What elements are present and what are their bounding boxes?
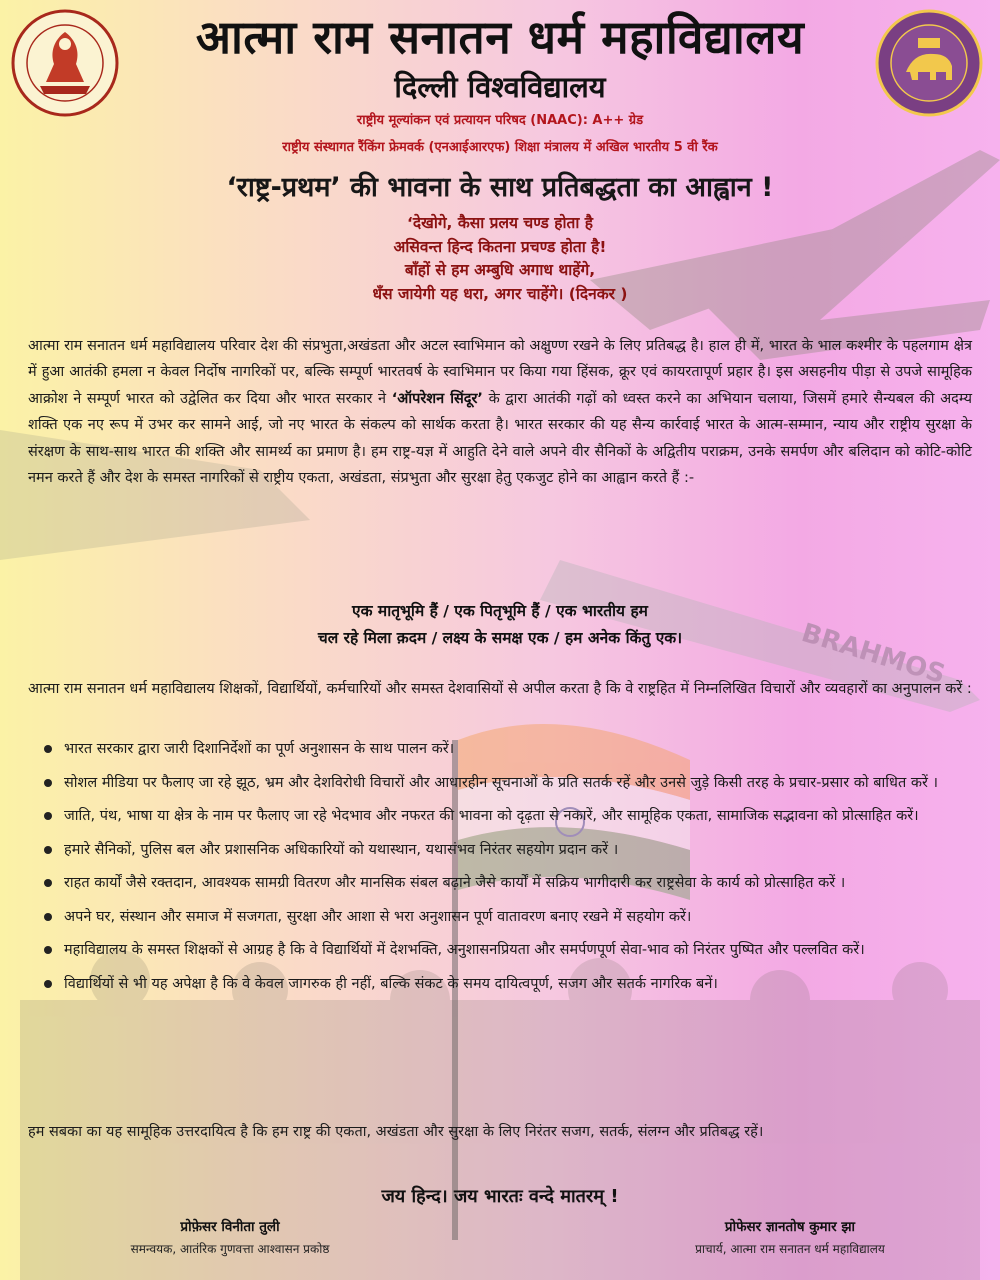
guideline-text: हमारे सैनिकों, पुलिस बल और प्रशासनिक अधिकारियों को यथास्थान, यथासंभव निरंतर सहयोग प्रदान करें । [64, 841, 619, 858]
nirf-rank: राष्ट्रीय संस्थागत रैंकिंग फ्रेमवर्क (एनआईआरएफ) शिक्षा मंत्रालय में अखिल भारतीय 5 वी रैंक [282, 140, 718, 155]
guideline-item [38, 904, 968, 930]
guideline-item [38, 736, 968, 762]
guideline-text: सोशल मीडिया पर फैलाए जा रहे झूठ, भ्रम और देशविरोधी विचारों और आधारहीन सूचनाओं के प्रति सतर्क रहें और उनसे जुड़े किसी तरह के प्रचार-प्रसार को बाधित करें । [64, 774, 938, 791]
slogan-line: एक मातृभूमि हैं / एक पितृभूमि हैं / एक भारतीय हम [352, 602, 648, 620]
college-crest-icon [10, 8, 120, 118]
guideline-item [38, 971, 968, 997]
bullet-icon [44, 980, 52, 988]
poem-line: धँस जायेगी यह धरा, अगर चाहेंगे। (दिनकर ) [372, 284, 628, 303]
bullet-icon [44, 879, 52, 887]
intro-text-after: के द्वारा आतंकी गढ़ों को ध्वस्त करने का अभियान चलाया, जिसमें हमारे सैन्यबल की अदम्य शक्ति एक नए रूप में उभर कर सामने आई, जो नए भारत के संकल्प को सार्थक करता है। भारत सरकार की यह सैन्य कार्रवाई भारत के आत्म-सम्मान, न्याय और राष्ट्रीय सुरक्षा के संरक्षण के साथ-साथ भारत की शक्ति और सामर्थ्य का प्रमाण है। हम राष्ट्र-यज्ञ में आहुति देने वाले अपने वीर सैनिकों के अद्वितीय पराक्रम, उनके समर्पण और बलिदान को कोटि-कोटि नमन करते हैं और देश के समस्त नागरिकों से राष्ट्रीय एकता, अखंडता, संप्रभुता और सुरक्षा हेतु एकजुट होने का आह्वान करते हैं :- [28, 390, 972, 487]
slogan-block [160, 598, 840, 652]
bullet-icon [44, 846, 52, 854]
guideline-item [38, 937, 968, 963]
guideline-item [38, 803, 968, 829]
intro-paragraph [28, 333, 972, 491]
guideline-item [38, 837, 968, 863]
poem-line: बाँहों से हम अम्बुधि अगाध थाहेंगे, [404, 261, 596, 279]
bullet-icon [44, 779, 52, 787]
poem-block [250, 212, 750, 306]
signatory-name: प्रोफ़ेसर विनीता तुली [180, 1219, 280, 1235]
slogan-line: चल रहे मिला क़दम / लक्ष्य के समक्ष एक / हम अनेक किंतु एक। [317, 629, 683, 647]
signatory-right [620, 1216, 960, 1260]
guideline-item [38, 770, 968, 796]
naac-grade: राष्ट्रीय मूल्यांकन एवं प्रत्यायन परिषद (NAAC): A++ ग्रेड [356, 113, 644, 128]
notice-headline: ‘राष्ट्र-प्रथम’ की भावना के साथ प्रतिबद्धता का आह्वान ! [226, 172, 774, 203]
signatory-left [70, 1216, 390, 1260]
guideline-text: महाविद्यालय के समस्त शिक्षकों से आग्रह है कि वे विद्यार्थियों में देशभक्ति, अनुशासनप्रियता और समर्पणपूर्ण सेवा-भाव को निरंतर पुष्पित और पल्लवित करें। [64, 942, 865, 958]
university-emblem-icon [874, 8, 984, 118]
guideline-text: विद्यार्थियों से भी यह अपेक्षा है कि वे केवल जागरुक ही नहीं, बल्कि संकट के समय दायित्वपूर्ण, सजग और सतर्क नागरिक बनें। [64, 975, 718, 992]
guideline-item [38, 870, 968, 896]
signatory-role: समन्वयक, आतंरिक गुणवत्ता आश्वासन प्रकोष्ठ [130, 1242, 330, 1256]
guideline-text: अपने घर, संस्थान और समाज में सजगता, सुरक्षा और आशा से भरा अनुशासन पूर्ण वातावरण बनाए रखने में सहयोग करें। [64, 908, 692, 925]
bullet-icon [44, 946, 52, 954]
university-subtitle: दिल्ली विश्वविद्यालय [394, 70, 606, 104]
guideline-text: जाति, पंथ, भाषा या क्षेत्र के नाम पर फैलाए जा रहे भेदभाव और नफरत की भावना को दृढ़ता से नकारें, और सामूहिक एकता, सामाजिक सद्भावना को प्रोत्साहित करें। [64, 808, 919, 824]
operation-name: ‘ऑपरेशन सिंदूर’ [391, 390, 483, 407]
bullet-icon [44, 913, 52, 921]
guideline-text: राहत कार्यों जैसे रक्तदान, आवश्यक सामग्री वितरण और मानसिक संबल बढ़ाने जैसे कार्यों में सक्रिय भागीदारी कर राष्ट्रसेवा के कार्य को प्रोत्साहित करें । [64, 875, 846, 891]
signatory-role: प्राचार्य, आत्मा राम सनातन धर्म महाविद्यालय [695, 1242, 885, 1256]
poem-line: असिवन्त हिन्द कितना प्रचण्ड होता है! [393, 237, 607, 256]
poem-line: ‘देखोगे, कैसा प्रलय चण्ड होता है [407, 214, 593, 232]
missile-watermark: BRAHMOS [797, 618, 949, 691]
signatory-name: प्रोफेसर ज्ञानतोष कुमार झा [724, 1219, 856, 1235]
intro-text-before: आत्मा राम सनातन धर्म महाविद्यालय परिवार देश की संप्रभुता,अखंडता और अटल स्वाभिमान को अक्षुण्ण रखने के लिए प्रतिबद्ध है। हाल ही में, भारत के भाल कश्मीर के पहलगाम क्षेत्र में हुआ आतंकी हमला न केवल निर्दोष नागरिकों पर, बल्कि सम्पूर्ण भारतवर्ष के स्वाभिमान पर किया गया हिंसक, क्रूर एवं कायरतापूर्ण प्रहार है। इस असहनीय पीड़ा से उपजे सामूहिक आक्रोश ने सम्पूर्ण भारत को उद्वेलित कर दिया और भारत सरकार ने [28, 338, 972, 407]
appeal-paragraph: आत्मा राम सनातन धर्म महाविद्यालय शिक्षकों, विद्यार्थियों, कर्मचारियों और समस्त देशवासियों से अपील करता है कि वे राष्ट्रहित में निम्नलिखित विचारों और व्यवहारों का अनुपालन करें : [28, 681, 972, 697]
guidelines-list [38, 736, 968, 1004]
bullet-icon [44, 812, 52, 820]
closing-slogan: जय हिन्द। जय भारतः वन्दे मातरम् ! [381, 1186, 619, 1207]
bullet-icon [44, 745, 52, 753]
guideline-text: भारत सरकार द्वारा जारी दिशानिर्देशों का पूर्ण अनुशासन के साथ पालन करें। [64, 741, 455, 757]
conclusion-paragraph: हम सबका का यह सामूहिक उत्तरदायित्व है कि हम राष्ट्र की एकता, अखंडता और सुरक्षा के लिए निरंतर सजग, सतर्क, संलग्न और प्रतिबद्ध रहें। [28, 1124, 764, 1140]
college-title: आत्मा राम सनातन धर्म महाविद्यालय [195, 10, 805, 64]
